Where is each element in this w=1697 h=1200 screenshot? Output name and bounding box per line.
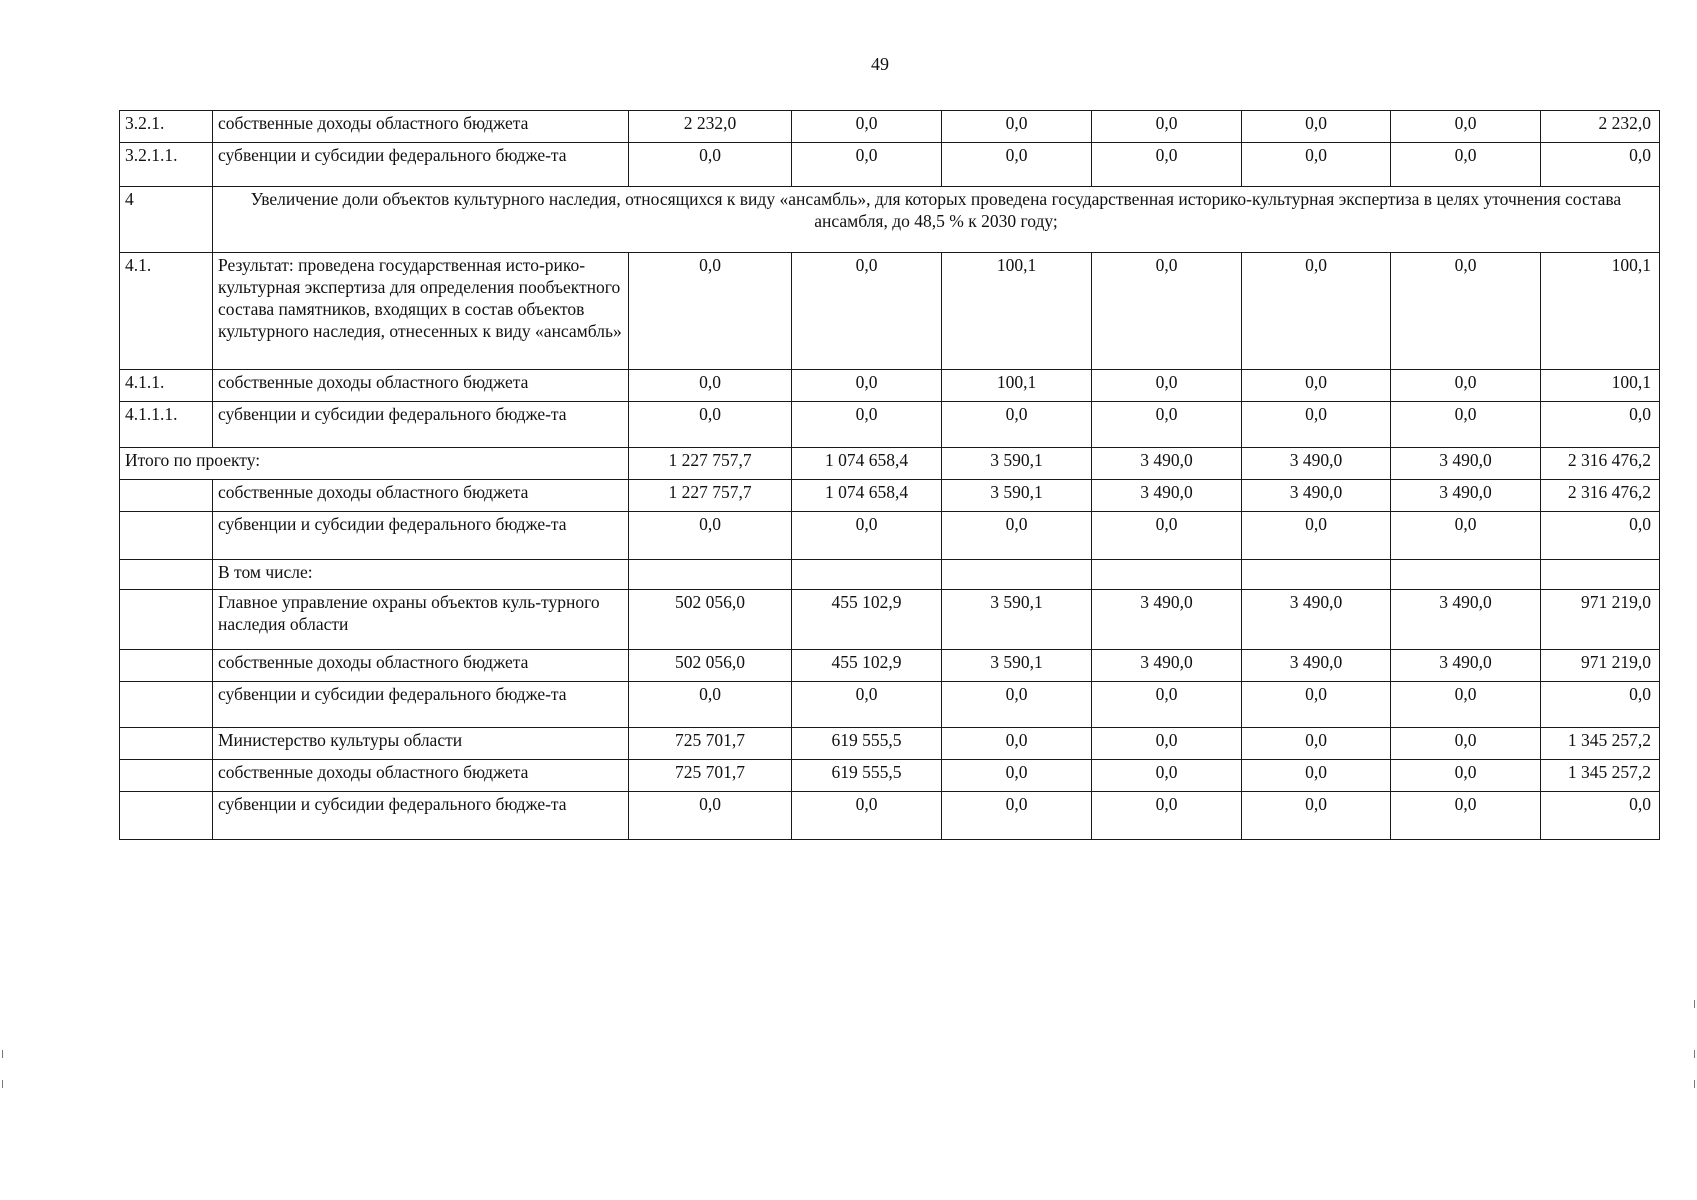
value-cell: 0,0 bbox=[1092, 728, 1242, 760]
table-row bbox=[120, 650, 1660, 682]
edge-mark bbox=[1694, 1000, 1695, 1008]
value-cell: 1 074 658,4 bbox=[792, 448, 942, 480]
value-cell: 0,0 bbox=[1242, 111, 1391, 143]
value-cell: 1 345 257,2 bbox=[1541, 728, 1660, 760]
table-row bbox=[120, 512, 1660, 560]
value-cell: 0,0 bbox=[1541, 682, 1660, 728]
value-cell bbox=[1242, 560, 1391, 590]
value-cell: 0,0 bbox=[629, 402, 792, 448]
value-cell: 619 555,5 bbox=[792, 760, 942, 792]
value-cell: 0,0 bbox=[942, 760, 1092, 792]
value-cell: 502 056,0 bbox=[629, 650, 792, 682]
value-cell: 725 701,7 bbox=[629, 760, 792, 792]
table-row bbox=[120, 760, 1660, 792]
value-cell: 0,0 bbox=[942, 402, 1092, 448]
total-label: Итого по проекту: bbox=[120, 448, 629, 480]
table-row bbox=[120, 143, 1660, 187]
value-cell: 2 232,0 bbox=[1541, 111, 1660, 143]
row-name: В том числе: bbox=[213, 560, 629, 590]
value-cell: 0,0 bbox=[792, 143, 942, 187]
value-cell: 971 219,0 bbox=[1541, 650, 1660, 682]
value-cell: 3 590,1 bbox=[942, 590, 1092, 650]
value-cell: 0,0 bbox=[1541, 143, 1660, 187]
edge-mark bbox=[2, 1050, 3, 1058]
value-cell: 0,0 bbox=[1541, 402, 1660, 448]
row-code bbox=[120, 480, 213, 512]
value-cell: 3 490,0 bbox=[1092, 650, 1242, 682]
value-cell: 1 227 757,7 bbox=[629, 480, 792, 512]
value-cell: 1 345 257,2 bbox=[1541, 760, 1660, 792]
value-cell: 0,0 bbox=[1242, 760, 1391, 792]
budget-table bbox=[119, 110, 1660, 840]
value-cell: 0,0 bbox=[1092, 760, 1242, 792]
value-cell: 3 490,0 bbox=[1391, 480, 1541, 512]
value-cell: 0,0 bbox=[1541, 512, 1660, 560]
row-code: 4.1.1.1. bbox=[120, 402, 213, 448]
row-code bbox=[120, 590, 213, 650]
value-cell: 0,0 bbox=[1242, 253, 1391, 370]
value-cell: 0,0 bbox=[792, 402, 942, 448]
table-row bbox=[120, 448, 1660, 480]
value-cell: 0,0 bbox=[1242, 143, 1391, 187]
value-cell: 3 490,0 bbox=[1391, 448, 1541, 480]
row-name: собственные доходы областного бюджета bbox=[213, 760, 629, 792]
value-cell bbox=[1092, 560, 1242, 590]
value-cell: 0,0 bbox=[792, 111, 942, 143]
value-cell: 100,1 bbox=[1541, 253, 1660, 370]
value-cell: 0,0 bbox=[629, 143, 792, 187]
value-cell bbox=[629, 560, 792, 590]
row-code: 4.1.1. bbox=[120, 370, 213, 402]
row-code bbox=[120, 512, 213, 560]
edge-mark bbox=[1694, 1050, 1695, 1058]
value-cell: 3 490,0 bbox=[1391, 590, 1541, 650]
value-cell: 0,0 bbox=[629, 370, 792, 402]
value-cell: 0,0 bbox=[1391, 111, 1541, 143]
value-cell: 100,1 bbox=[942, 370, 1092, 402]
edge-mark bbox=[2, 1080, 3, 1088]
table-row bbox=[120, 111, 1660, 143]
table-row bbox=[120, 590, 1660, 650]
row-code: 4 bbox=[120, 187, 213, 253]
row-name: субвенции и субсидии федерального бюдже-та bbox=[213, 143, 629, 187]
value-cell: 0,0 bbox=[1391, 792, 1541, 840]
value-cell bbox=[1541, 560, 1660, 590]
value-cell: 0,0 bbox=[1541, 792, 1660, 840]
edge-mark bbox=[1694, 1080, 1695, 1088]
table-row bbox=[120, 480, 1660, 512]
value-cell: 0,0 bbox=[1092, 682, 1242, 728]
row-name: собственные доходы областного бюджета bbox=[213, 650, 629, 682]
row-name: собственные доходы областного бюджета bbox=[213, 480, 629, 512]
row-code: 3.2.1. bbox=[120, 111, 213, 143]
value-cell: 455 102,9 bbox=[792, 650, 942, 682]
table-body bbox=[120, 111, 1660, 840]
value-cell: 3 490,0 bbox=[1092, 448, 1242, 480]
table-row bbox=[120, 792, 1660, 840]
value-cell: 0,0 bbox=[942, 728, 1092, 760]
value-cell: 0,0 bbox=[792, 253, 942, 370]
value-cell: 3 490,0 bbox=[1391, 650, 1541, 682]
table-row bbox=[120, 253, 1660, 370]
value-cell: 725 701,7 bbox=[629, 728, 792, 760]
table-row bbox=[120, 560, 1660, 590]
value-cell: 0,0 bbox=[629, 253, 792, 370]
value-cell: 1 227 757,7 bbox=[629, 448, 792, 480]
value-cell: 0,0 bbox=[1391, 760, 1541, 792]
value-cell: 0,0 bbox=[629, 682, 792, 728]
value-cell: 0,0 bbox=[1391, 682, 1541, 728]
value-cell: 3 490,0 bbox=[1242, 650, 1391, 682]
value-cell: 2 316 476,2 bbox=[1541, 448, 1660, 480]
row-name: субвенции и субсидии федерального бюдже-та bbox=[213, 512, 629, 560]
table-row bbox=[120, 370, 1660, 402]
table-row bbox=[120, 682, 1660, 728]
value-cell: 2 316 476,2 bbox=[1541, 480, 1660, 512]
value-cell: 0,0 bbox=[1242, 402, 1391, 448]
value-cell: 0,0 bbox=[1391, 370, 1541, 402]
value-cell: 100,1 bbox=[1541, 370, 1660, 402]
value-cell: 0,0 bbox=[942, 682, 1092, 728]
value-cell bbox=[1391, 560, 1541, 590]
value-cell: 0,0 bbox=[792, 512, 942, 560]
value-cell: 0,0 bbox=[1092, 792, 1242, 840]
value-cell: 0,0 bbox=[1092, 370, 1242, 402]
table-row bbox=[120, 728, 1660, 760]
row-code bbox=[120, 682, 213, 728]
value-cell: 100,1 bbox=[942, 253, 1092, 370]
value-cell: 0,0 bbox=[1391, 728, 1541, 760]
value-cell: 0,0 bbox=[1242, 728, 1391, 760]
value-cell bbox=[942, 560, 1092, 590]
row-code bbox=[120, 650, 213, 682]
value-cell: 3 490,0 bbox=[1242, 590, 1391, 650]
value-cell: 502 056,0 bbox=[629, 590, 792, 650]
value-cell: 3 490,0 bbox=[1092, 590, 1242, 650]
value-cell: 0,0 bbox=[792, 370, 942, 402]
row-name: субвенции и субсидии федерального бюдже-та bbox=[213, 402, 629, 448]
value-cell: 0,0 bbox=[1092, 143, 1242, 187]
value-cell: 0,0 bbox=[629, 792, 792, 840]
value-cell: 3 590,1 bbox=[942, 650, 1092, 682]
value-cell: 2 232,0 bbox=[629, 111, 792, 143]
row-code bbox=[120, 728, 213, 760]
goal-description: Увеличение доли объектов культурного наследия, относящихся к виду «ансамбль», для которых проведена государственная историко-культурная экспертиза в целях уточнения состава ансамбля, до 48,5 % к 2030 году; bbox=[213, 187, 1660, 253]
value-cell: 455 102,9 bbox=[792, 590, 942, 650]
value-cell: 0,0 bbox=[1092, 402, 1242, 448]
value-cell: 0,0 bbox=[1242, 682, 1391, 728]
row-name: субвенции и субсидии федерального бюдже-та bbox=[213, 792, 629, 840]
value-cell: 0,0 bbox=[942, 143, 1092, 187]
row-name: собственные доходы областного бюджета bbox=[213, 370, 629, 402]
value-cell: 971 219,0 bbox=[1541, 590, 1660, 650]
row-name: Главное управление охраны объектов куль-турного наследия области bbox=[213, 590, 629, 650]
value-cell: 0,0 bbox=[1242, 792, 1391, 840]
value-cell: 0,0 bbox=[1391, 253, 1541, 370]
value-cell: 3 490,0 bbox=[1092, 480, 1242, 512]
row-code bbox=[120, 760, 213, 792]
value-cell: 0,0 bbox=[792, 792, 942, 840]
value-cell: 3 490,0 bbox=[1242, 448, 1391, 480]
row-code bbox=[120, 792, 213, 840]
row-name: субвенции и субсидии федерального бюдже-та bbox=[213, 682, 629, 728]
value-cell: 0,0 bbox=[942, 111, 1092, 143]
value-cell: 0,0 bbox=[942, 512, 1092, 560]
row-name: собственные доходы областного бюджета bbox=[213, 111, 629, 143]
value-cell: 0,0 bbox=[1242, 512, 1391, 560]
row-code bbox=[120, 560, 213, 590]
value-cell: 619 555,5 bbox=[792, 728, 942, 760]
row-name: Министерство культуры области bbox=[213, 728, 629, 760]
value-cell: 0,0 bbox=[1092, 111, 1242, 143]
value-cell: 3 490,0 bbox=[1242, 480, 1391, 512]
table-row bbox=[120, 402, 1660, 448]
value-cell: 0,0 bbox=[1092, 512, 1242, 560]
value-cell: 0,0 bbox=[1391, 512, 1541, 560]
value-cell: 0,0 bbox=[1242, 370, 1391, 402]
value-cell: 1 074 658,4 bbox=[792, 480, 942, 512]
table-row bbox=[120, 187, 1660, 253]
value-cell: 0,0 bbox=[1092, 253, 1242, 370]
value-cell bbox=[792, 560, 942, 590]
row-code: 4.1. bbox=[120, 253, 213, 370]
value-cell: 3 590,1 bbox=[942, 448, 1092, 480]
row-code: 3.2.1.1. bbox=[120, 143, 213, 187]
value-cell: 0,0 bbox=[942, 792, 1092, 840]
value-cell: 0,0 bbox=[792, 682, 942, 728]
value-cell: 0,0 bbox=[1391, 402, 1541, 448]
value-cell: 0,0 bbox=[1391, 143, 1541, 187]
page-number: 49 bbox=[871, 54, 889, 74]
row-name: Результат: проведена государственная исто-рико-культурная экспертиза для определения пообъектного состава памятников, входящих в состав объектов культурного наследия, отнесенных к виду «ансамбль» bbox=[213, 253, 629, 370]
value-cell: 3 590,1 bbox=[942, 480, 1092, 512]
value-cell: 0,0 bbox=[629, 512, 792, 560]
